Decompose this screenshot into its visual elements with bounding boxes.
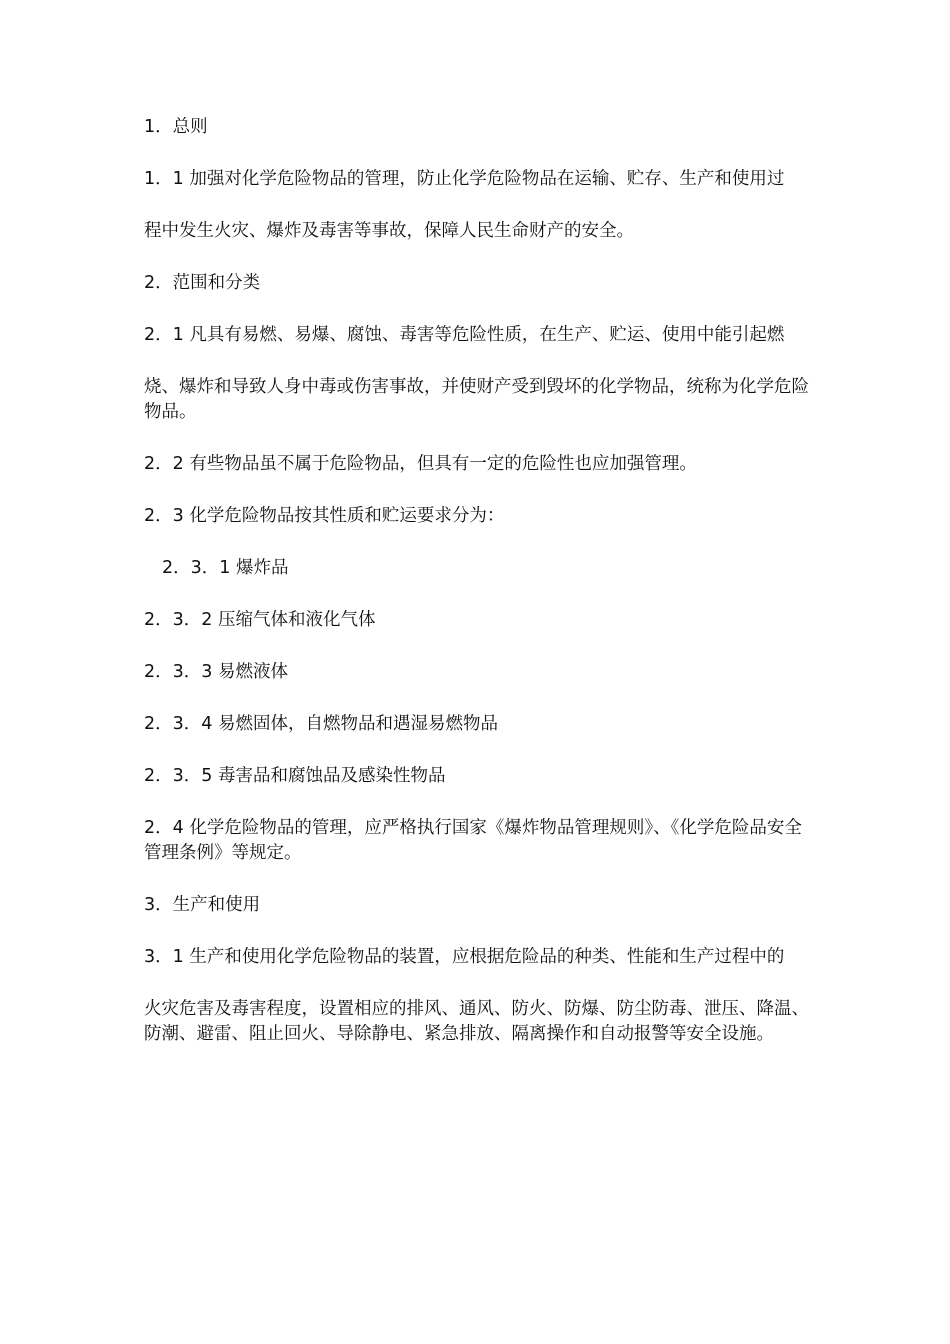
paragraph-2-1: 2．1 凡具有易燃、易爆、腐蚀、毒害等危险性质，在生产、贮运、使用中能引起燃 xyxy=(144,325,785,345)
document-body xyxy=(144,115,814,1074)
paragraph-2-4: 2．4 化学危险物品的管理，应严格执行国家《爆炸物品管理规则》、《化学危险品安全管理条例》等规定。 xyxy=(144,818,802,863)
list-item-2-3-2: 2．3．2 压缩气体和液化气体 xyxy=(144,610,376,630)
paragraph-1-1-cont: 程中发生火灾、爆炸及毒害等事故，保障人民生命财产的安全。 xyxy=(144,221,634,241)
list-item-2-3-1: 2．3．1 爆炸品 xyxy=(162,558,289,578)
paragraph-2-1-cont: 烧、爆炸和导致人身中毒或伤害事故，并使财产受到毁坏的化学物品，统称为化学危险物品。 xyxy=(144,377,809,422)
heading-production: 3．生产和使用 xyxy=(144,895,261,915)
list-item-2-3-5: 2．3．5 毒害品和腐蚀品及感染性物品 xyxy=(144,766,446,786)
paragraph-2-3: 2．3 化学危险物品按其性质和贮运要求分为： xyxy=(144,506,505,526)
heading-general: 1．总则 xyxy=(144,117,208,137)
list-item-2-3-4: 2．3．4 易燃固体，自燃物品和遇湿易燃物品 xyxy=(144,714,498,734)
paragraph-3-1: 3．1 生产和使用化学危险物品的装置，应根据危险品的种类、性能和生产过程中的 xyxy=(144,947,785,967)
heading-scope: 2．范围和分类 xyxy=(144,273,261,293)
list-item-2-3-3: 2．3．3 易燃液体 xyxy=(144,662,288,682)
paragraph-1-1: 1．1 加强对化学危险物品的管理，防止化学危险物品在运输、贮存、生产和使用过 xyxy=(144,169,785,189)
paragraph-3-1-cont: 火灾危害及毒害程度，设置相应的排风、通风、防火、防爆、防尘防毒、泄压、降温、防潮、避雷、阻止回火、导除静电、紧急排放、隔离操作和自动报警等安全设施。 xyxy=(144,999,809,1044)
paragraph-2-2: 2．2 有些物品虽不属于危险物品，但具有一定的危险性也应加强管理。 xyxy=(144,454,697,474)
